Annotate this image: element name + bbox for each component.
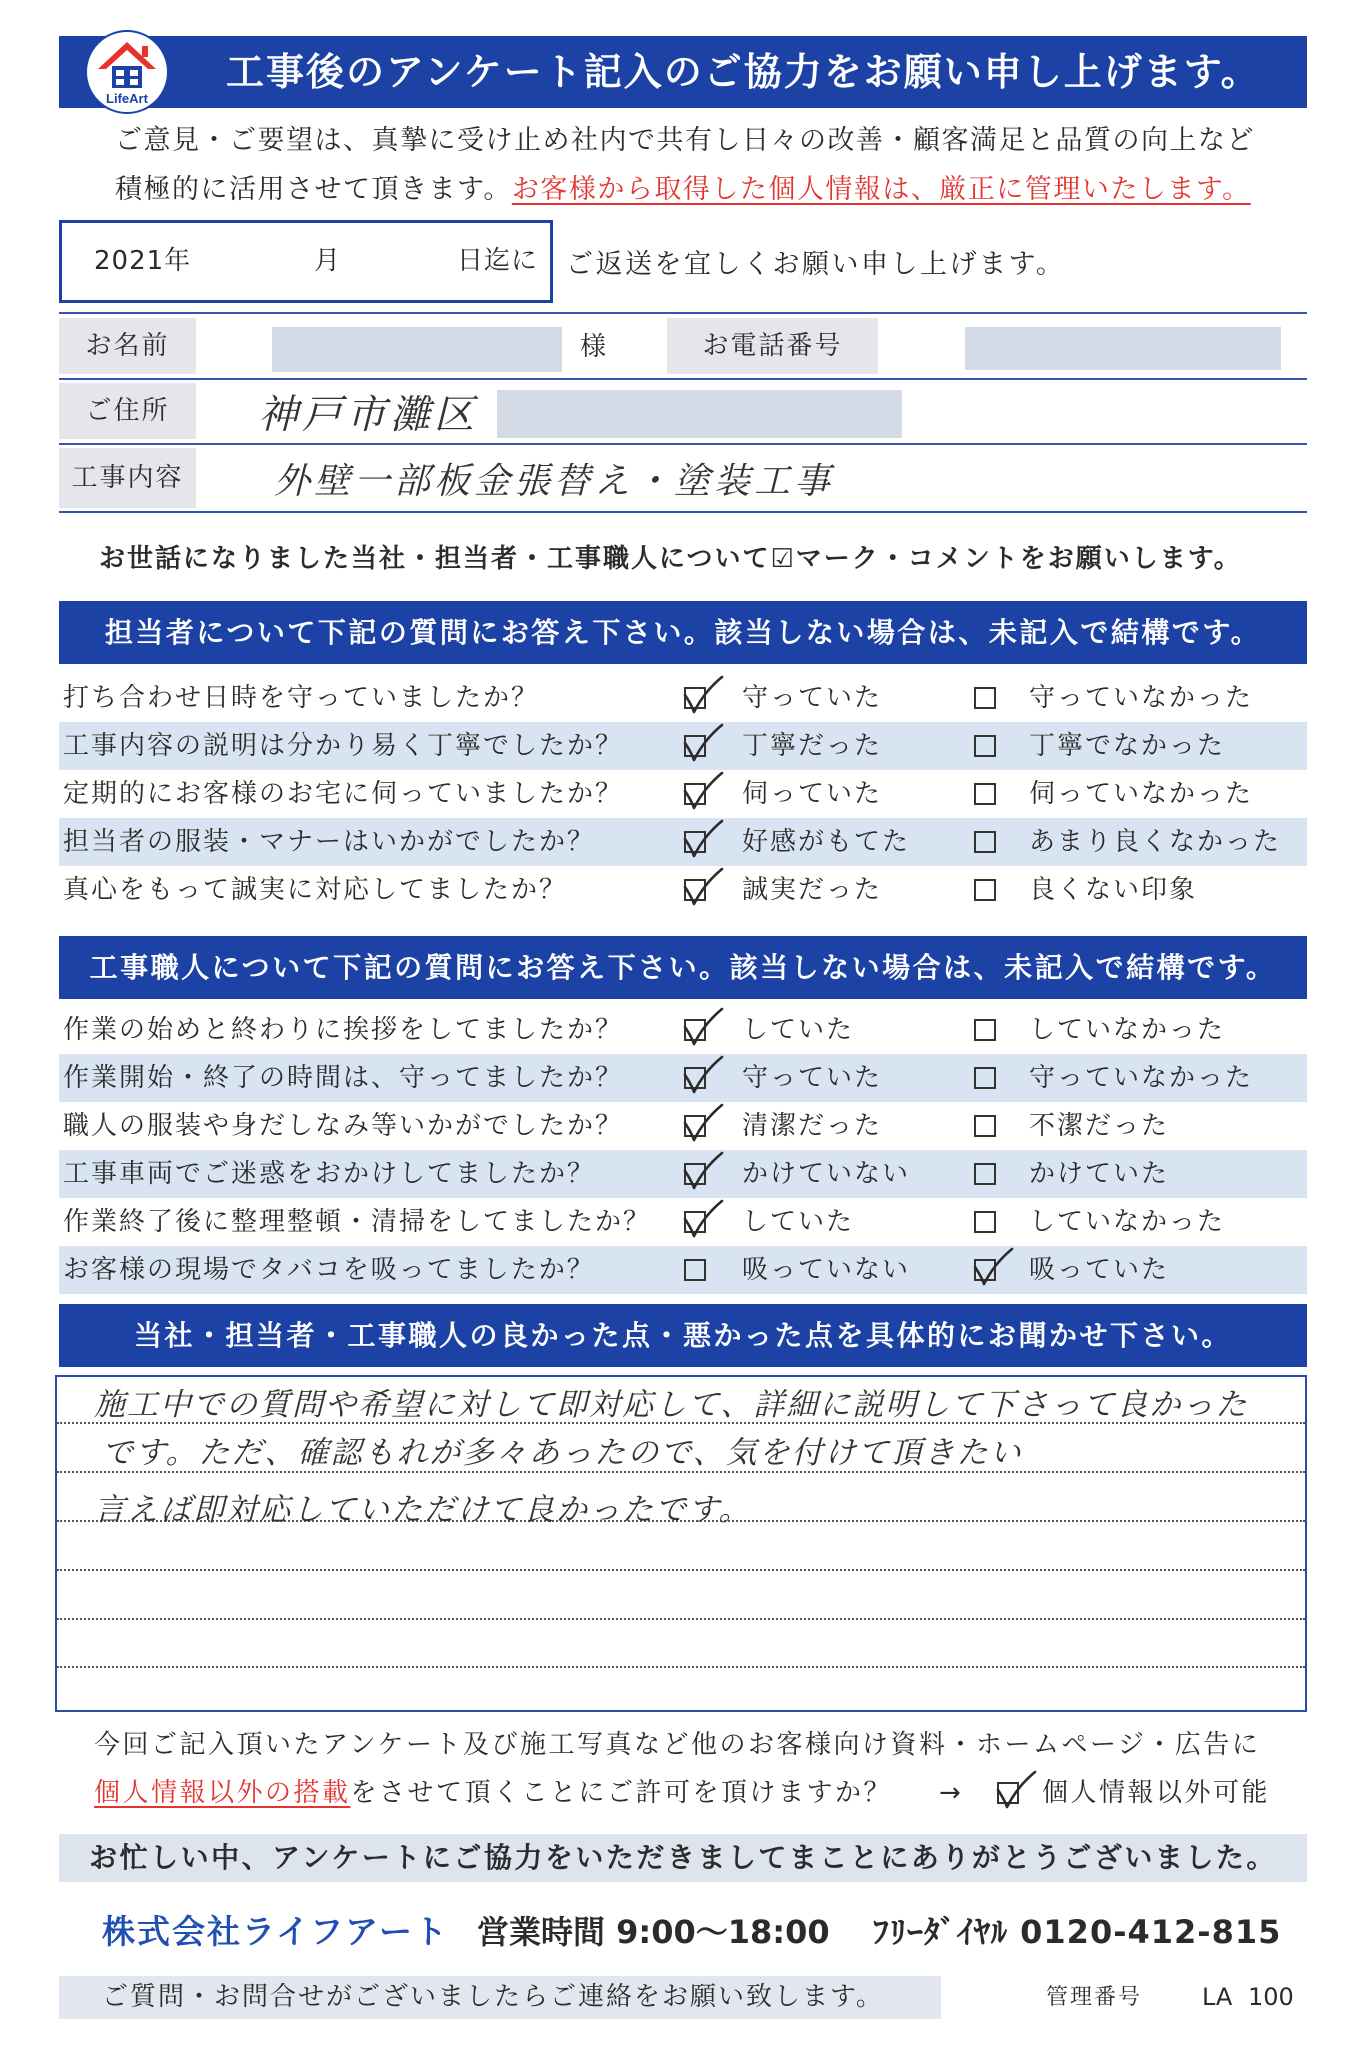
question-text: 作業の始めと終わりに挨拶をしてましたか？ xyxy=(63,1015,624,1045)
answer-label: していなかった xyxy=(1029,1015,1226,1045)
address-handwritten[interactable]: 神戸市灘区 xyxy=(258,392,478,438)
answer-label: 不潔だった xyxy=(1029,1111,1170,1141)
consent-line-2 xyxy=(94,1774,892,1812)
answer-checkbox[interactable] xyxy=(974,1115,996,1137)
question-row xyxy=(59,722,1307,770)
answer-label: あまり良くなかった xyxy=(1029,827,1282,857)
checkmark-icon xyxy=(680,771,724,811)
answer-checkbox[interactable] xyxy=(974,831,996,853)
comment-rule xyxy=(57,1666,1305,1668)
checkmark-icon xyxy=(680,1007,724,1047)
answer-label: 吸っていた xyxy=(1029,1255,1170,1285)
answer-checkbox[interactable] xyxy=(684,783,706,805)
name-field-redacted[interactable] xyxy=(272,327,562,372)
checkmark-icon xyxy=(680,867,724,907)
deadline-month-label: 月 xyxy=(314,246,341,276)
address-field-redacted[interactable] xyxy=(497,390,902,438)
table-rule xyxy=(59,511,1307,513)
answer-checkbox[interactable] xyxy=(974,1211,996,1233)
logo-text: LifeArt xyxy=(106,91,148,106)
answer-checkbox[interactable] xyxy=(684,879,706,901)
answer-checkbox[interactable] xyxy=(974,1259,996,1281)
checkmark-icon xyxy=(680,819,724,859)
question-text: 職人の服装や身だしなみ等いかがでしたか？ xyxy=(63,1111,624,1141)
checkmark-icon xyxy=(993,1770,1037,1810)
contact-note: ご質問・お問合せがございましたらご連絡をお願い致します。 xyxy=(102,1982,884,2012)
answer-label: していた xyxy=(742,1015,855,1045)
question-text: 工事車両でご迷惑をおかけしてましたか？ xyxy=(63,1159,596,1189)
answer-checkbox[interactable] xyxy=(684,1163,706,1185)
question-text: 真心をもって誠実に対応してましたか？ xyxy=(63,875,568,905)
phone-label: お電話番号 xyxy=(667,318,878,374)
deadline-request: ご返送を宜しくお願い申し上げます。 xyxy=(566,249,1066,280)
question-row xyxy=(59,1054,1307,1102)
table-rule xyxy=(59,443,1307,445)
section-heading-craftsmen: 工事職人について下記の質問にお答え下さい。該当しない場合は、未記入で結構です。 xyxy=(59,936,1307,999)
comment-line-2: です。ただ、確認もれが多々あったので、気を付けて頂きたい xyxy=(102,1435,1023,1471)
logo xyxy=(84,29,170,115)
answer-checkbox[interactable] xyxy=(684,735,706,757)
question-row xyxy=(59,866,1307,914)
phone-field-redacted[interactable] xyxy=(965,327,1281,370)
answer-label: 清潔だった xyxy=(742,1111,883,1141)
answer-label: 誠実だった xyxy=(742,875,883,905)
comment-rule xyxy=(57,1618,1305,1620)
name-label: お名前 xyxy=(59,318,196,374)
checkmark-icon xyxy=(680,1199,724,1239)
page-title: 工事後のアンケート記入のご協力をお願い申し上げます。 xyxy=(226,50,1261,94)
intro-line-1: ご意見・ご要望は、真摯に受け止め社内で共有し日々の改善・顧客満足と品質の向上など xyxy=(115,125,1255,156)
deadline-box xyxy=(59,220,553,303)
consent-question: をさせて頂くことにご許可を頂けますか？ xyxy=(350,1778,893,1808)
section-heading-comments: 当社・担当者・工事職人の良かった点・悪かった点を具体的にお聞かせ下さい。 xyxy=(59,1304,1307,1367)
address-label: ご住所 xyxy=(59,383,196,439)
section-heading-staff: 担当者について下記の質問にお答え下さい。該当しない場合は、未記入で結構です。 xyxy=(59,601,1307,664)
answer-checkbox[interactable] xyxy=(974,1163,996,1185)
question-row xyxy=(59,1246,1307,1294)
work-handwritten[interactable]: 外壁一部板金張替え・塗装工事 xyxy=(274,461,835,502)
question-row xyxy=(59,1102,1307,1150)
answer-checkbox[interactable] xyxy=(684,1259,706,1281)
answer-checkbox[interactable] xyxy=(684,1067,706,1089)
control-number: 100 xyxy=(1248,1983,1294,2011)
question-text: 担当者の服装・マナーはいかがでしたか？ xyxy=(63,827,596,857)
comment-rule xyxy=(57,1569,1305,1571)
answer-checkbox[interactable] xyxy=(684,1115,706,1137)
answer-checkbox[interactable] xyxy=(974,687,996,709)
question-row xyxy=(59,818,1307,866)
answer-label: 好感がもてた xyxy=(742,827,911,857)
table-rule xyxy=(59,378,1307,380)
staff-question-list xyxy=(59,674,1307,914)
comment-line-3: 言えば即対応していただけて良かったです。 xyxy=(94,1492,752,1528)
answer-checkbox[interactable] xyxy=(974,1067,996,1089)
answer-label: 守っていた xyxy=(742,683,883,713)
answer-label: かけていない xyxy=(742,1159,911,1189)
answer-checkbox[interactable] xyxy=(974,783,996,805)
intro-line-2 xyxy=(115,171,1251,209)
question-text: 作業終了後に整理整頓・清掃をしてましたか？ xyxy=(63,1207,652,1237)
question-text: 作業開始・終了の時間は、守ってましたか？ xyxy=(63,1063,624,1093)
control-number-prefix: LA xyxy=(1202,1983,1233,2011)
checkmark-icon xyxy=(680,723,724,763)
question-row xyxy=(59,1006,1307,1054)
answer-checkbox[interactable] xyxy=(684,1019,706,1041)
intro-text: 積極的に活用させて頂きます。 xyxy=(115,174,512,205)
answer-label: かけていた xyxy=(1029,1159,1170,1189)
business-hours: 営業時間 9:00～18:00 xyxy=(477,1913,830,1951)
answer-checkbox[interactable] xyxy=(684,1211,706,1233)
checkmark-icon xyxy=(970,1247,1014,1287)
answer-label: 守っていなかった xyxy=(1029,683,1254,713)
question-row xyxy=(59,674,1307,722)
question-row xyxy=(59,770,1307,818)
answer-checkbox[interactable] xyxy=(974,879,996,901)
question-text: 工事内容の説明は分かり易く丁寧でしたか？ xyxy=(63,731,624,761)
answer-checkbox[interactable] xyxy=(684,831,706,853)
question-text: お客様の現場でタバコを吸ってましたか？ xyxy=(63,1255,595,1285)
free-dial: ﾌﾘｰﾀﾞｲﾔﾙ 0120-412-815 xyxy=(873,1913,1282,1951)
answer-label: 伺っていた xyxy=(742,779,883,809)
question-row xyxy=(59,1198,1307,1246)
comment-line-1: 施工中での質問や希望に対して即対応して、詳細に説明して下さって良かった xyxy=(94,1387,1249,1423)
checkmark-icon xyxy=(680,675,724,715)
answer-label: 良くない印象 xyxy=(1029,875,1198,905)
thanks-band: お忙しい中、アンケートにご協力をいただきましてまことにありがとうございました。 xyxy=(59,1834,1307,1882)
answer-label: 守っていた xyxy=(742,1063,883,1093)
privacy-notice: お客様から取得した個人情報は、厳正に管理いたします。 xyxy=(511,174,1251,205)
consent-line-1: 今回ご記入頂いたアンケート及び施工写真など他のお客様向け資料・ホームページ・広告に xyxy=(94,1730,1261,1760)
honorific: 様 xyxy=(580,332,607,362)
comment-box[interactable] xyxy=(55,1375,1307,1712)
arrow-icon: → xyxy=(939,1778,961,1808)
answer-label: 守っていなかった xyxy=(1029,1063,1254,1093)
checkmark-icon xyxy=(680,1055,724,1095)
lifeart-logo-icon xyxy=(84,29,170,115)
answer-label: 吸っていない xyxy=(742,1255,911,1285)
answer-checkbox[interactable] xyxy=(684,687,706,709)
deadline-year: 2021年 xyxy=(94,246,192,276)
question-text: 定期的にお客様のお宅に伺っていましたか？ xyxy=(63,779,624,809)
table-rule xyxy=(59,312,1307,314)
question-row xyxy=(59,1150,1307,1198)
answer-label: 丁寧だった xyxy=(742,731,883,761)
company-name: 株式会社ライフアート xyxy=(102,1912,450,1951)
work-label: 工事内容 xyxy=(59,448,196,508)
answer-checkbox[interactable] xyxy=(974,735,996,757)
consent-checkbox[interactable] xyxy=(997,1782,1019,1804)
consent-highlight: 個人情報以外の搭載 xyxy=(94,1778,351,1808)
answer-checkbox[interactable] xyxy=(974,1019,996,1041)
control-number-label: 管理番号 xyxy=(1046,1985,1143,2010)
answer-label: 伺っていなかった xyxy=(1029,779,1254,809)
checkmark-icon xyxy=(680,1151,724,1191)
question-text: 打ち合わせ日時を守っていましたか？ xyxy=(63,683,540,713)
checkmark-icon xyxy=(680,1103,724,1143)
answer-label: 丁寧でなかった xyxy=(1029,731,1226,761)
craftsmen-question-list xyxy=(59,1006,1307,1294)
instruction-text: お世話になりました当社・担当者・工事職人について☑マーク・コメントをお願いします。 xyxy=(99,544,1242,574)
consent-option-label: 個人情報以外可能 xyxy=(1042,1778,1271,1808)
answer-label: していた xyxy=(742,1207,855,1237)
contact-band xyxy=(59,1976,941,2019)
deadline-day-label: 日迄に xyxy=(457,246,539,276)
answer-label: していなかった xyxy=(1029,1207,1226,1237)
